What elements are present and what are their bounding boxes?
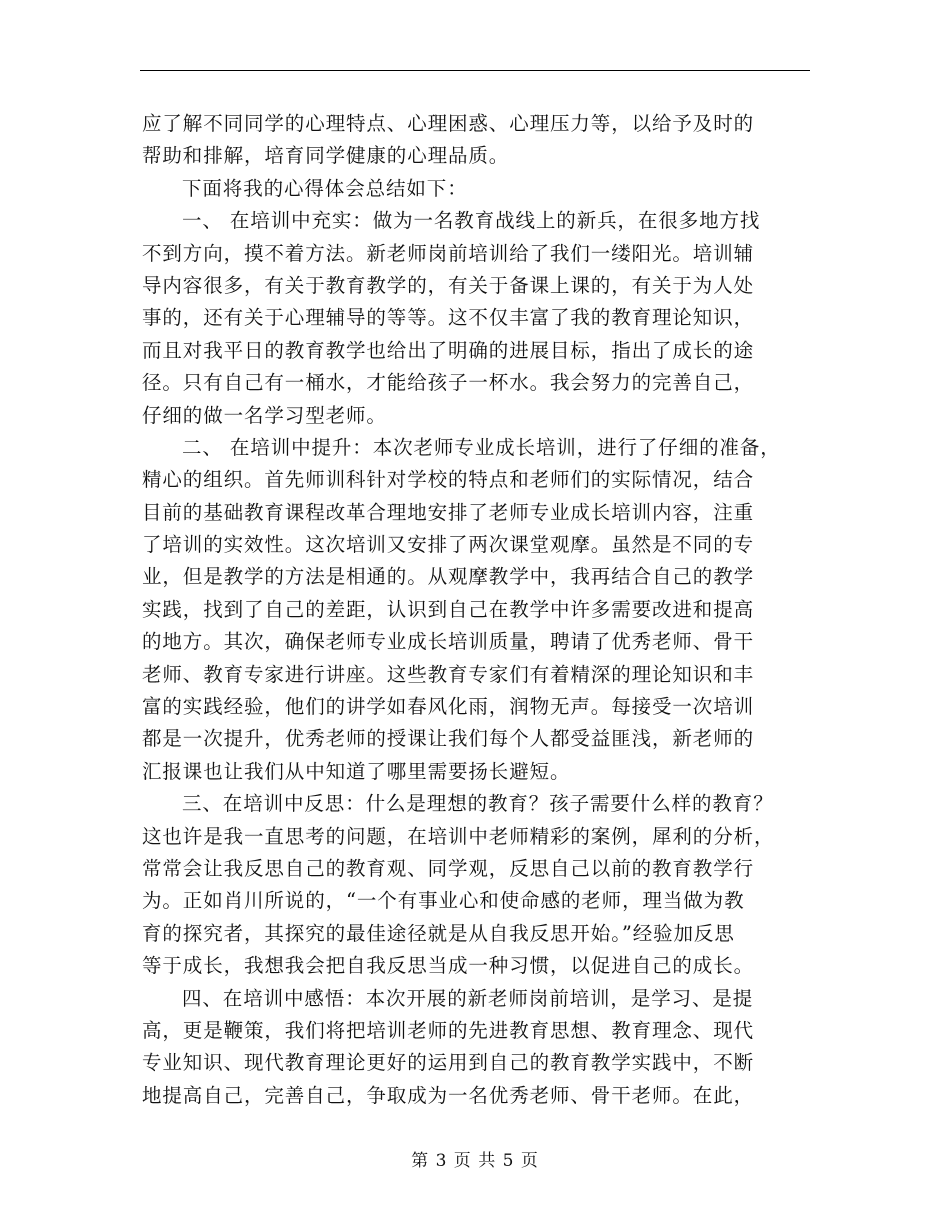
text-line: 了培训的实效性。这次培训又安排了两次课堂观摩。虽然是不同的专	[142, 533, 755, 557]
text-line: 帮助和排解，培育同学健康的心理品质。	[142, 144, 510, 168]
text-line: 为。正如肖川所说的，“一个有事业心和使命感的老师，理当做为教	[142, 889, 745, 913]
text-line: 仔细的做一名学习型老师。	[142, 403, 387, 427]
text-line: 业，但是教学的方法是相通的。从观摩教学中，我再结合自己的教学	[142, 565, 755, 589]
text-line: 等于成长，我想我会把自我反思当成一种习惯，以促进自己的成长。	[142, 954, 755, 978]
header-rule	[140, 70, 810, 71]
text-line: 常常会让我反思自己的教育观、同学观，反思自己以前的教育教学行	[142, 856, 755, 880]
text-line: 不到方向，摸不着方法。新老师岗前培训给了我们一缕阳光。培训辅	[142, 241, 755, 265]
text-line: 都是一次提升，优秀老师的授课让我们每个人都受益匪浅，新老师的	[142, 727, 755, 751]
text-line: 导内容很多，有关于教育教学的，有关于备课上课的，有关于为人处	[142, 273, 755, 297]
text-line: 而且对我平日的教育教学也给出了明确的进展目标，指出了成长的途	[142, 338, 755, 362]
body-text	[142, 108, 822, 1112]
page-footer: 第 3 页 共 5 页	[411, 1151, 539, 1171]
text-line: 富的实践经验，他们的讲学如春风化雨，润物无声。每接受一次培训	[142, 695, 755, 719]
text-line: 下面将我的心得体会总结如下：	[182, 176, 468, 200]
text-line: 育的探究者，其探究的最佳途径就是从自我反思开始。”经验加反思	[142, 921, 735, 945]
text-line: 实践，找到了自己的差距，认识到自己在教学中许多需要改进和提高	[142, 597, 755, 621]
text-line: 事的，还有关于心理辅导的等等。这不仅丰富了我的教育理论知识，	[142, 306, 755, 330]
text-line: 高，更是鞭策，我们将把培训老师的先进教育思想、教育理念、现代	[142, 1018, 755, 1042]
text-line: 的地方。其次，确保老师专业成长培训质量，聘请了优秀老师、骨干	[142, 630, 755, 654]
text-line: 老师、教育专家进行讲座。这些教育专家们有着精深的理论知识和丰	[142, 662, 755, 686]
text-line: 目前的基础教育课程改革合理地安排了老师专业成长培训内容，注重	[142, 500, 755, 524]
text-line: 径。只有自己有一桶水，才能给孩子一杯水。我会努力的完善自己，	[142, 371, 755, 395]
text-line: 精心的组织。首先师训科针对学校的特点和老师们的实际情况，结合	[142, 468, 755, 492]
text-line: 三、在培训中反思：什么是理想的教育？孩子需要什么样的教育？	[182, 792, 774, 816]
text-line: 这也许是我一直思考的问题，在培训中老师精彩的案例，犀利的分析，	[142, 824, 775, 848]
text-line: 二、 在培训中提升：本次老师专业成长培训，进行了仔细的准备，	[182, 435, 781, 459]
text-line: 专业知识、现代教育理论更好的运用到自己的教育教学实践中，不断	[142, 1051, 755, 1075]
text-line: 地提高自己，完善自己，争取成为一名优秀老师、骨干老师。在此，	[142, 1083, 755, 1107]
text-line: 应了解不同同学的心理特点、心理困惑、心理压力等，以给予及时的	[142, 112, 755, 135]
text-line: 四、在培训中感悟：本次开展的新老师岗前培训，是学习、是提	[182, 986, 754, 1010]
text-line: 一、 在培训中充实：做为一名教育战线上的新兵，在很多地方找	[182, 209, 761, 233]
text-line: 汇报课也让我们从中知道了哪里需要扬长避短。	[142, 759, 571, 783]
